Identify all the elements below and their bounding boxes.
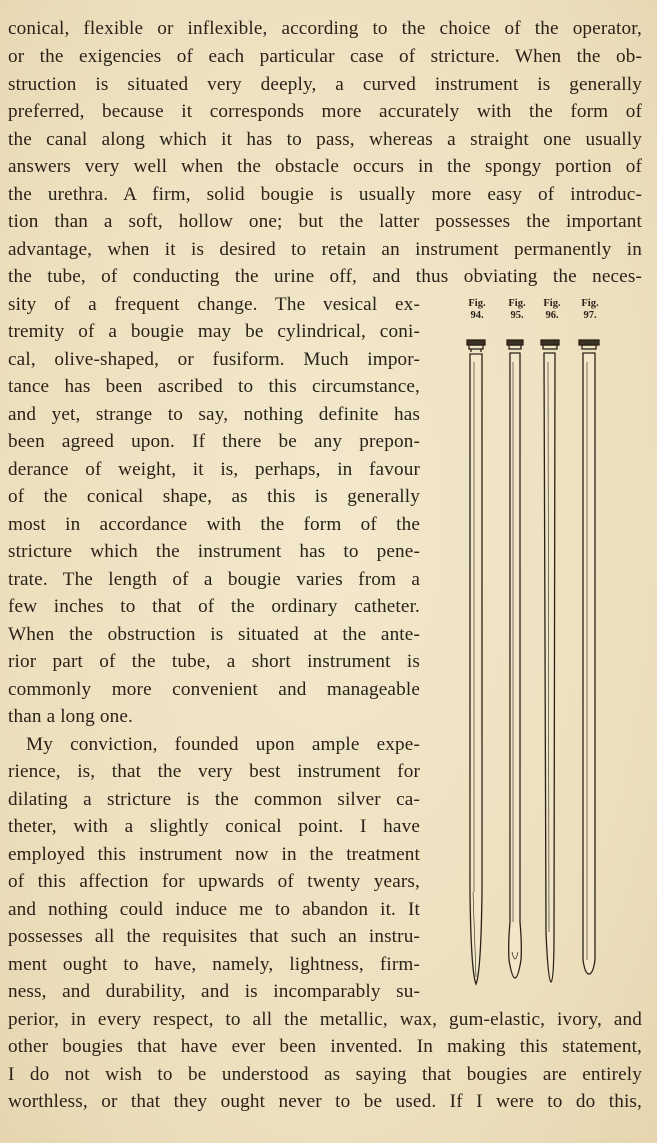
bougie-fig-97 bbox=[579, 340, 599, 974]
text-line: struction is situated very deeply, a curved instrument is generally bbox=[8, 74, 642, 95]
text-line: and yet, strange to say, nothing definite has bbox=[8, 404, 420, 425]
text-line: derance of weight, it is, perhaps, in favour bbox=[8, 459, 420, 480]
text-line: most in accordance with the form of the bbox=[8, 514, 420, 535]
text-line: ness, and durability, and is incomparably su- bbox=[8, 981, 420, 1002]
figure-label: Fig. 97. bbox=[581, 298, 599, 321]
text-line: possesses all the requisites that such an instru- bbox=[8, 926, 420, 947]
bougie-fig-96 bbox=[541, 340, 559, 982]
text-line: of this affection for upwards of twenty years, bbox=[8, 871, 420, 892]
bougie-fig-94 bbox=[467, 340, 485, 984]
text-line: tion than a soft, hollow one; but the latter possesses the important bbox=[8, 211, 642, 232]
text-line: advantage, when it is desired to retain an instrument permanently in bbox=[8, 239, 642, 260]
text-line: conical, flexible or inflexible, according to the choice of the operator, bbox=[8, 18, 642, 39]
text-line: When the obstruction is situated at the ante- bbox=[8, 624, 420, 645]
text-line: commonly more convenient and manageable bbox=[8, 679, 420, 700]
text-line: than a long one. bbox=[8, 706, 133, 727]
text-line: or the exigencies of each particular case of stricture. When the ob- bbox=[8, 46, 642, 67]
text-line: been agreed upon. If there be any prepon- bbox=[8, 431, 420, 452]
bougie-illustrations bbox=[455, 332, 625, 988]
text-line: dilating a stricture is the common silver ca- bbox=[8, 789, 420, 810]
text-line: the urethra. A firm, solid bougie is usually more easy of introduc- bbox=[8, 184, 642, 205]
text-line: employed this instrument now in the treatment bbox=[8, 844, 420, 865]
figure-plate bbox=[455, 298, 625, 988]
text-line: stricture which the instrument has to pene- bbox=[8, 541, 420, 562]
text-line: tance has been ascribed to this circumstance, bbox=[8, 376, 420, 397]
text-line: perior, in every respect, to all the metallic, wax, gum-elastic, ivory, and bbox=[8, 1009, 642, 1030]
text-line: and nothing could induce me to abandon it. It bbox=[8, 899, 420, 920]
figure-label: Fig. 95. bbox=[508, 298, 526, 321]
text-line: worthless, or that they ought never to be used. If I were to do this, bbox=[8, 1091, 642, 1112]
text-line: I do not wish to be understood as saying that bougies are entirely bbox=[8, 1064, 642, 1085]
text-line: rience, is, that the very best instrument for bbox=[8, 761, 420, 782]
figure-label: Fig. 94. bbox=[468, 298, 486, 321]
text-line: other bougies that have ever been invented. In making this statement, bbox=[8, 1036, 642, 1057]
text-line: theter, with a slightly conical point. I have bbox=[8, 816, 420, 837]
text-line: preferred, because it corresponds more accurately with the form of bbox=[8, 101, 642, 122]
text-line: trate. The length of a bougie varies from a bbox=[8, 569, 420, 590]
text-line: cal, olive-shaped, or fusiform. Much impor- bbox=[8, 349, 420, 370]
figure-label: Fig. 96. bbox=[543, 298, 561, 321]
text-line: of the conical shape, as this is generally bbox=[8, 486, 420, 507]
bougie-fig-95 bbox=[507, 340, 523, 978]
text-line: My conviction, founded upon ample expe- bbox=[26, 734, 420, 755]
text-line: answers very well when the obstacle occurs in the spongy portion of bbox=[8, 156, 642, 177]
text-line: ment ought to have, namely, lightness, firm- bbox=[8, 954, 420, 975]
text-line: sity of a frequent change. The vesical ex- bbox=[8, 294, 420, 315]
text-line: rior part of the tube, a short instrument is bbox=[8, 651, 420, 672]
text-line: tremity of a bougie may be cylindrical, coni- bbox=[8, 321, 420, 342]
text-line: the canal along which it has to pass, whereas a straight one usually bbox=[8, 129, 642, 150]
text-line: the tube, of conducting the urine off, and thus obviating the neces- bbox=[8, 266, 642, 287]
text-line: few inches to that of the ordinary catheter. bbox=[8, 596, 420, 617]
